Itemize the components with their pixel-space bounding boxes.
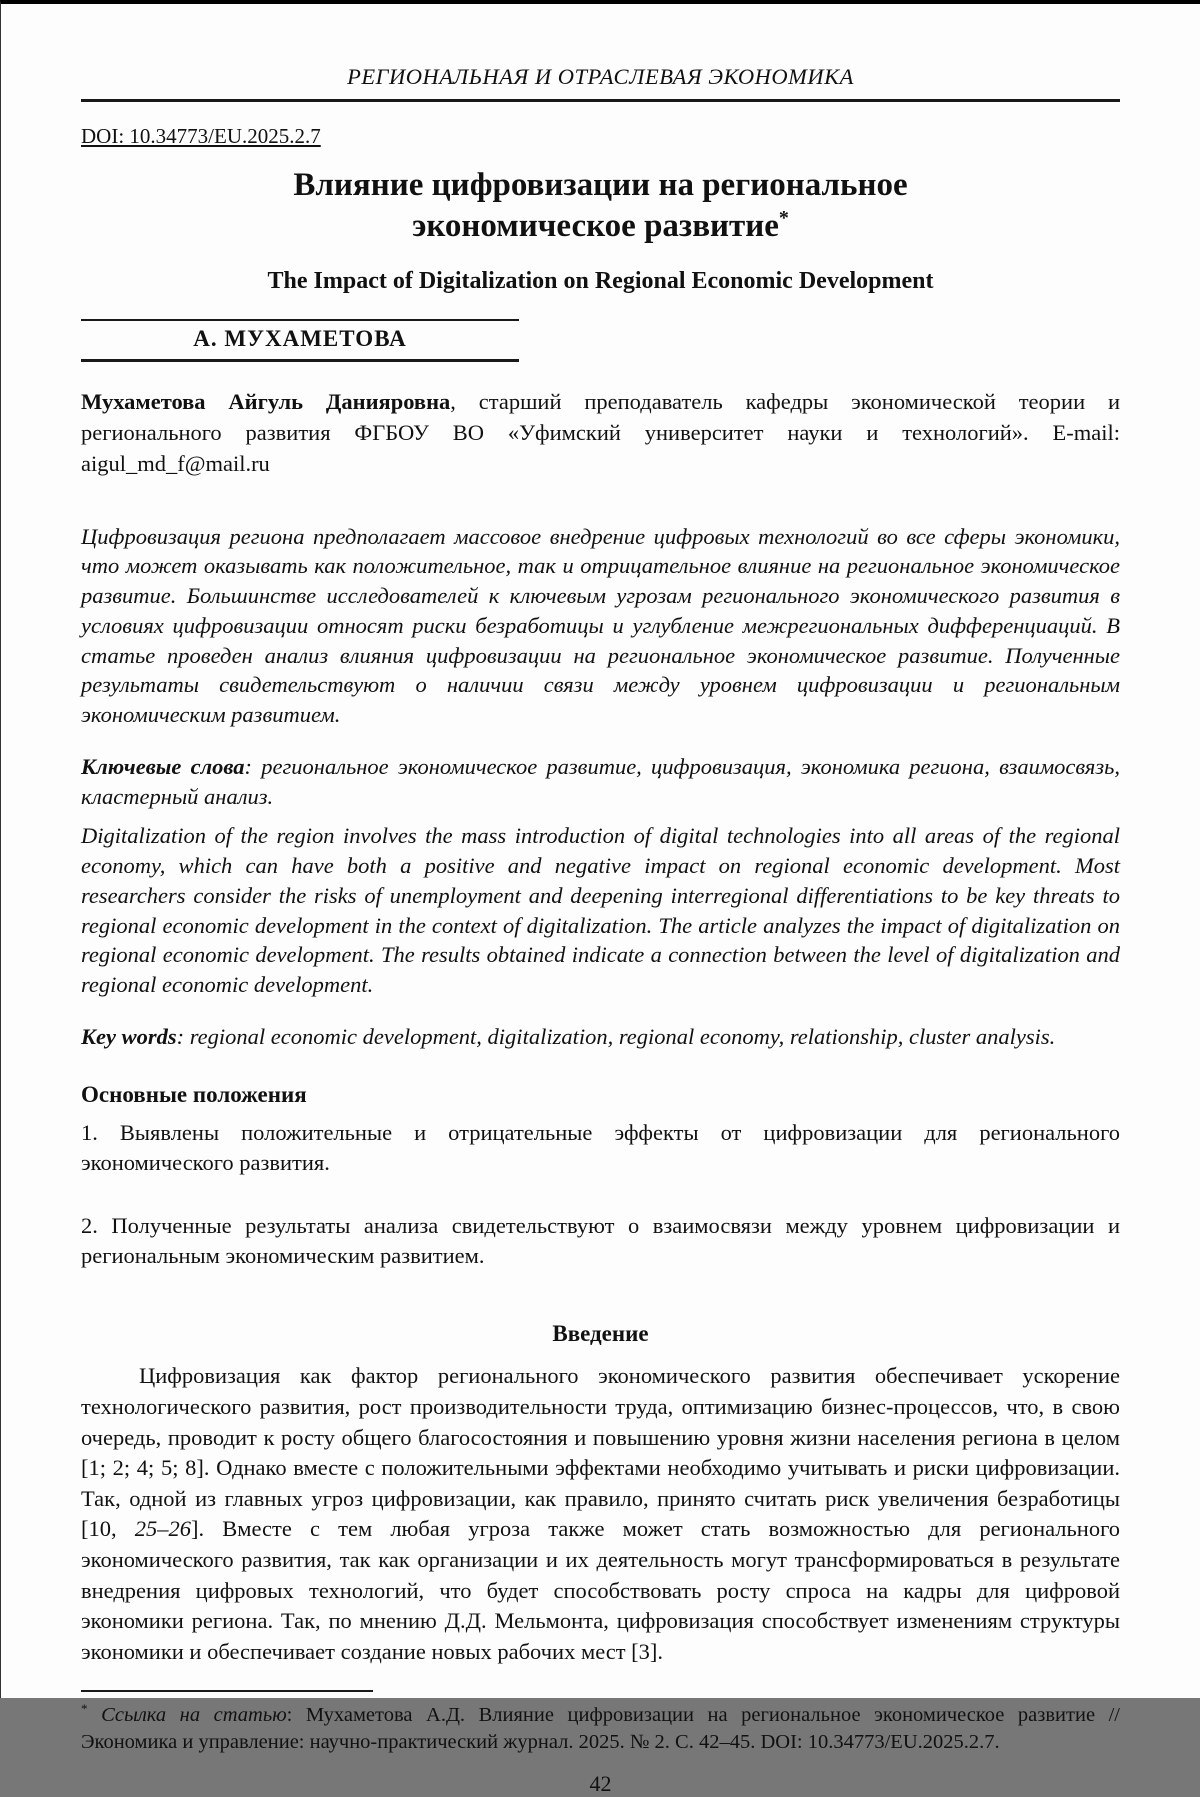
article-title-en: The Impact of Digitalization on Regional Economic Development [267, 268, 934, 295]
keywords-ru-text: : региональное экономическое развитие, цифровизация, экономика региона, взаимосвязь, кластерный анализ. [81, 754, 1120, 809]
article-title-ru [81, 165, 1120, 246]
keywords-en-text: : regional economic development, digitalization, regional economy, relationship, cluster analysis. [176, 1024, 1056, 1050]
article-title-ru-line2: экономическое развитие* [412, 206, 789, 244]
keywords-en [81, 1022, 1120, 1052]
introduction-heading: Введение [552, 1321, 649, 1347]
footnote-text [81, 1700, 1120, 1757]
article-title-ru-line1: Влияние цифровизации на региональное [293, 167, 908, 203]
highlight-item-1: 1. Выявлены положительные и отрицательные эффекты от цифровизации для регионального экономического развития. [81, 1119, 1120, 1175]
intro-text-start: Цифровизация как фактор регионального экономического развития обеспечивает ускорение технологического развития, рост производительности труда, оптимизацию бизнес-процессов, что, в свою очередь, проводит к росту общего благосостояния и повышению уровня жизни населения региона в целом [1; 2; 4; 5; 8]. Однако вместе с положительными эффектами необходимо учитывать и риски цифровизации. Так, одной из главных угроз цифровизации, как правило, принято считать риск увеличения безработицы [10, [81, 1363, 1120, 1542]
keywords-ru-label: Ключевые слова [81, 754, 245, 780]
author-bio-name: Мухаметова Айгуль Данияровна [81, 389, 451, 415]
footnote-divider [81, 1690, 373, 1692]
title-footnote-mark: * [778, 206, 789, 229]
highlights-heading: Основные положения [81, 1081, 307, 1107]
author-block [81, 319, 519, 362]
doi-line [81, 124, 1120, 149]
running-head [81, 64, 1120, 102]
article-footnote [81, 1690, 1120, 1757]
footnote-mark: * [81, 1700, 88, 1716]
doi-text: DOI: 10.34773/EU.2025.2.7 [81, 124, 321, 148]
running-head-title: РЕГИОНАЛЬНАЯ И ОТРАСЛЕВАЯ ЭКОНОМИКА [347, 64, 854, 89]
introduction-paragraph [81, 1361, 1120, 1667]
keywords-ru [81, 752, 1120, 811]
author-bio [81, 386, 1120, 479]
abstract-ru: Цифровизация региона предполагает массовое внедрение цифровых технологий во все сферы экономики, что может оказывать как положительное, так и отрицательное влияние на региональное экономическое развитие. Большинстве исследователей к ключевым угрозам регионального экономического развития в условиях цифровизации относят риски безработицы и углубление межрегиональных дифференциаций. В статье проведен анализ влияния цифровизации на региональное экономическое развитие. Полученные результаты свидетельствуют о наличии связи между уровнем цифровизации и региональным экономическим развитием. [81, 523, 1120, 727]
page-number: 42 [589, 1770, 612, 1796]
keywords-en-label: Key words [81, 1024, 177, 1050]
abstract-en: Digitalization of the region involves the mass introduction of digital technologies into all areas of the regional economy, which can have both a positive and negative impact on regional economic development. Most researchers consider the risks of unemployment and deepening interregional differentiations to be key threats to regional economic development in the context of digitalization. The article analyzes the impact of digitalization on regional economic development. The results obtained indicate a connection between the level of digitalization and regional economic development. [81, 823, 1120, 997]
intro-text-end: ]. Вместе с тем любая угроза также может стать возможностью для регионального экономического развития, так как организации и их деятельность могут трансформироваться в результате внедрения цифровых технологий, что будет способствовать росту спроса на кадры для цифровой экономики региона. Так, по мнению Д.Д. Мельмонта, цифровизация способствует изменениям структуры экономики и обеспечивает создание новых рабочих мест [3]. [81, 1516, 1120, 1664]
footnote-label: Ссылка на статью [101, 1703, 287, 1726]
author-display-name: А. МУХАМЕТОВА [193, 326, 407, 352]
author-bio-rest: , старший преподаватель кафедры экономической теории и регионального развития ФГБОУ ВО «Уфимский университет науки и технологий». E-mail: aigul_md_f@mail.ru [81, 389, 1120, 477]
footnote-citation: : Мухаметова А.Д. Влияние цифровизации на региональное экономическое развитие // Экономика и управление: научно-практический журнал. 2025. № 2. С. 42–45. DOI: 10.34773/EU.2025.2.7. [81, 1703, 1121, 1754]
intro-citation-pages: 25–26 [134, 1516, 192, 1542]
highlight-item-2: 2. Полученные результаты анализа свидетельствуют о взаимосвязи между уровнем цифровизации и региональным экономическим развитием. [81, 1212, 1120, 1268]
